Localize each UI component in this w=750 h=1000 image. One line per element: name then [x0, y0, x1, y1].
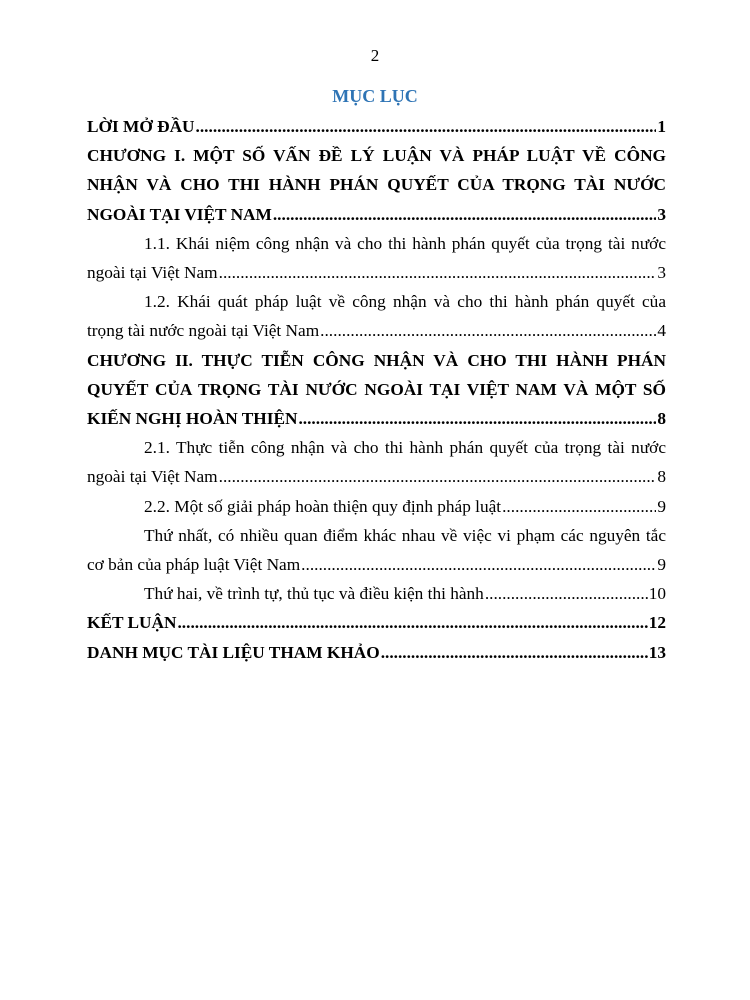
toc-entry-item-first[interactable]	[87, 521, 666, 579]
toc-entry-references[interactable]	[87, 638, 666, 667]
toc-entry-line: NHẬN VÀ CHO THI HÀNH PHÁN QUYẾT CỦA TRỌNG TÀI NƯỚC	[87, 175, 666, 195]
toc-entry-page: 3	[657, 263, 666, 283]
toc-entry-label: trọng tài nước ngoài tại Việt Nam	[87, 321, 320, 341]
toc-entry-chapter-2[interactable]	[87, 346, 666, 434]
toc-entry-label: ngoài tại Việt Nam	[87, 263, 218, 283]
toc-entry-page: 1	[657, 117, 666, 136]
toc-entry-label: KIẾN NGHỊ HOÀN THIỆN	[87, 409, 298, 429]
toc-entry-page: 4	[657, 321, 666, 341]
toc-leader-dots	[381, 638, 648, 667]
toc-leader-dots	[485, 579, 648, 608]
toc-entry-line: 1.2. Khái quát pháp luật về công nhận và cho thi hành phán quyết của	[144, 292, 666, 312]
toc-entry-label: 2.2. Một số giải pháp hoàn thiện quy định pháp luật	[144, 496, 502, 516]
toc-title: MỤC LỤC	[332, 86, 418, 106]
toc-entry-line: CHƯƠNG II. THỰC TIỄN CÔNG NHẬN VÀ CHO THI HÀNH PHÁN	[87, 350, 666, 370]
toc-entry-label: cơ bản của pháp luật Việt Nam	[87, 555, 301, 575]
toc-leader-dots	[177, 608, 647, 637]
toc-entry-page: 8	[657, 467, 666, 487]
toc-entry-intro[interactable]	[87, 112, 666, 141]
toc-leader-dots	[301, 550, 656, 579]
toc-leader-dots	[502, 492, 656, 521]
toc-entry-page: 8	[657, 409, 666, 429]
toc-leader-dots	[320, 316, 656, 345]
toc-entry-page: 9	[657, 496, 666, 516]
toc-entry-label: NGOÀI TẠI VIỆT NAM	[87, 204, 272, 224]
toc-leader-dots	[219, 258, 657, 287]
toc-entry-line: CHƯƠNG I. MỘT SỐ VẤN ĐỀ LÝ LUẬN VÀ PHÁP LUẬT VỀ CÔNG	[87, 146, 666, 166]
toc-entry-chapter-1[interactable]	[87, 141, 666, 229]
toc-leader-dots	[273, 200, 657, 229]
toc-entry-page: 12	[648, 613, 666, 633]
toc-entry-label: KẾT LUẬN	[87, 613, 177, 633]
toc-entry-label: Thứ hai, về trình tự, thủ tục và điều kiện thi hành	[144, 584, 484, 604]
toc-entry-label: ngoài tại Việt Nam	[87, 467, 218, 487]
toc-entry-page: 10	[648, 584, 666, 604]
toc-leader-dots	[298, 404, 656, 433]
toc-leader-dots	[219, 462, 657, 491]
toc-entry-label: DANH MỤC TÀI LIỆU THAM KHẢO	[87, 642, 380, 662]
toc-entry-line: 2.1. Thực tiễn công nhận và cho thi hành phán quyết của trọng tài nước	[144, 438, 666, 458]
toc-entry-item-second[interactable]	[87, 579, 666, 608]
toc-entry-section-2-1[interactable]	[87, 433, 666, 491]
toc-entry-section-1-2[interactable]	[87, 287, 666, 345]
toc-leader-dots	[196, 112, 657, 141]
toc-entry-page: 13	[648, 642, 666, 662]
toc-entry-section-1-1[interactable]	[87, 229, 666, 287]
toc-entry-page: 3	[657, 204, 666, 224]
toc-entry-label: LỜI MỞ ĐẦU	[87, 117, 195, 136]
toc-entry-line: 1.1. Khái niệm công nhận và cho thi hành phán quyết của trọng tài nước	[144, 233, 666, 253]
toc-entry-section-2-2[interactable]	[87, 492, 666, 521]
toc-entry-line: QUYẾT CỦA TRỌNG TÀI NƯỚC NGOÀI TẠI VIỆT NAM VÀ MỘT SỐ	[87, 379, 666, 399]
toc-entry-conclusion[interactable]	[87, 608, 666, 637]
table-of-contents	[87, 112, 666, 667]
toc-entry-page: 9	[657, 555, 666, 575]
page-number: 2	[370, 46, 380, 65]
toc-entry-line: Thứ nhất, có nhiều quan điểm khác nhau về việc vi phạm các nguyên tắc	[144, 525, 666, 545]
